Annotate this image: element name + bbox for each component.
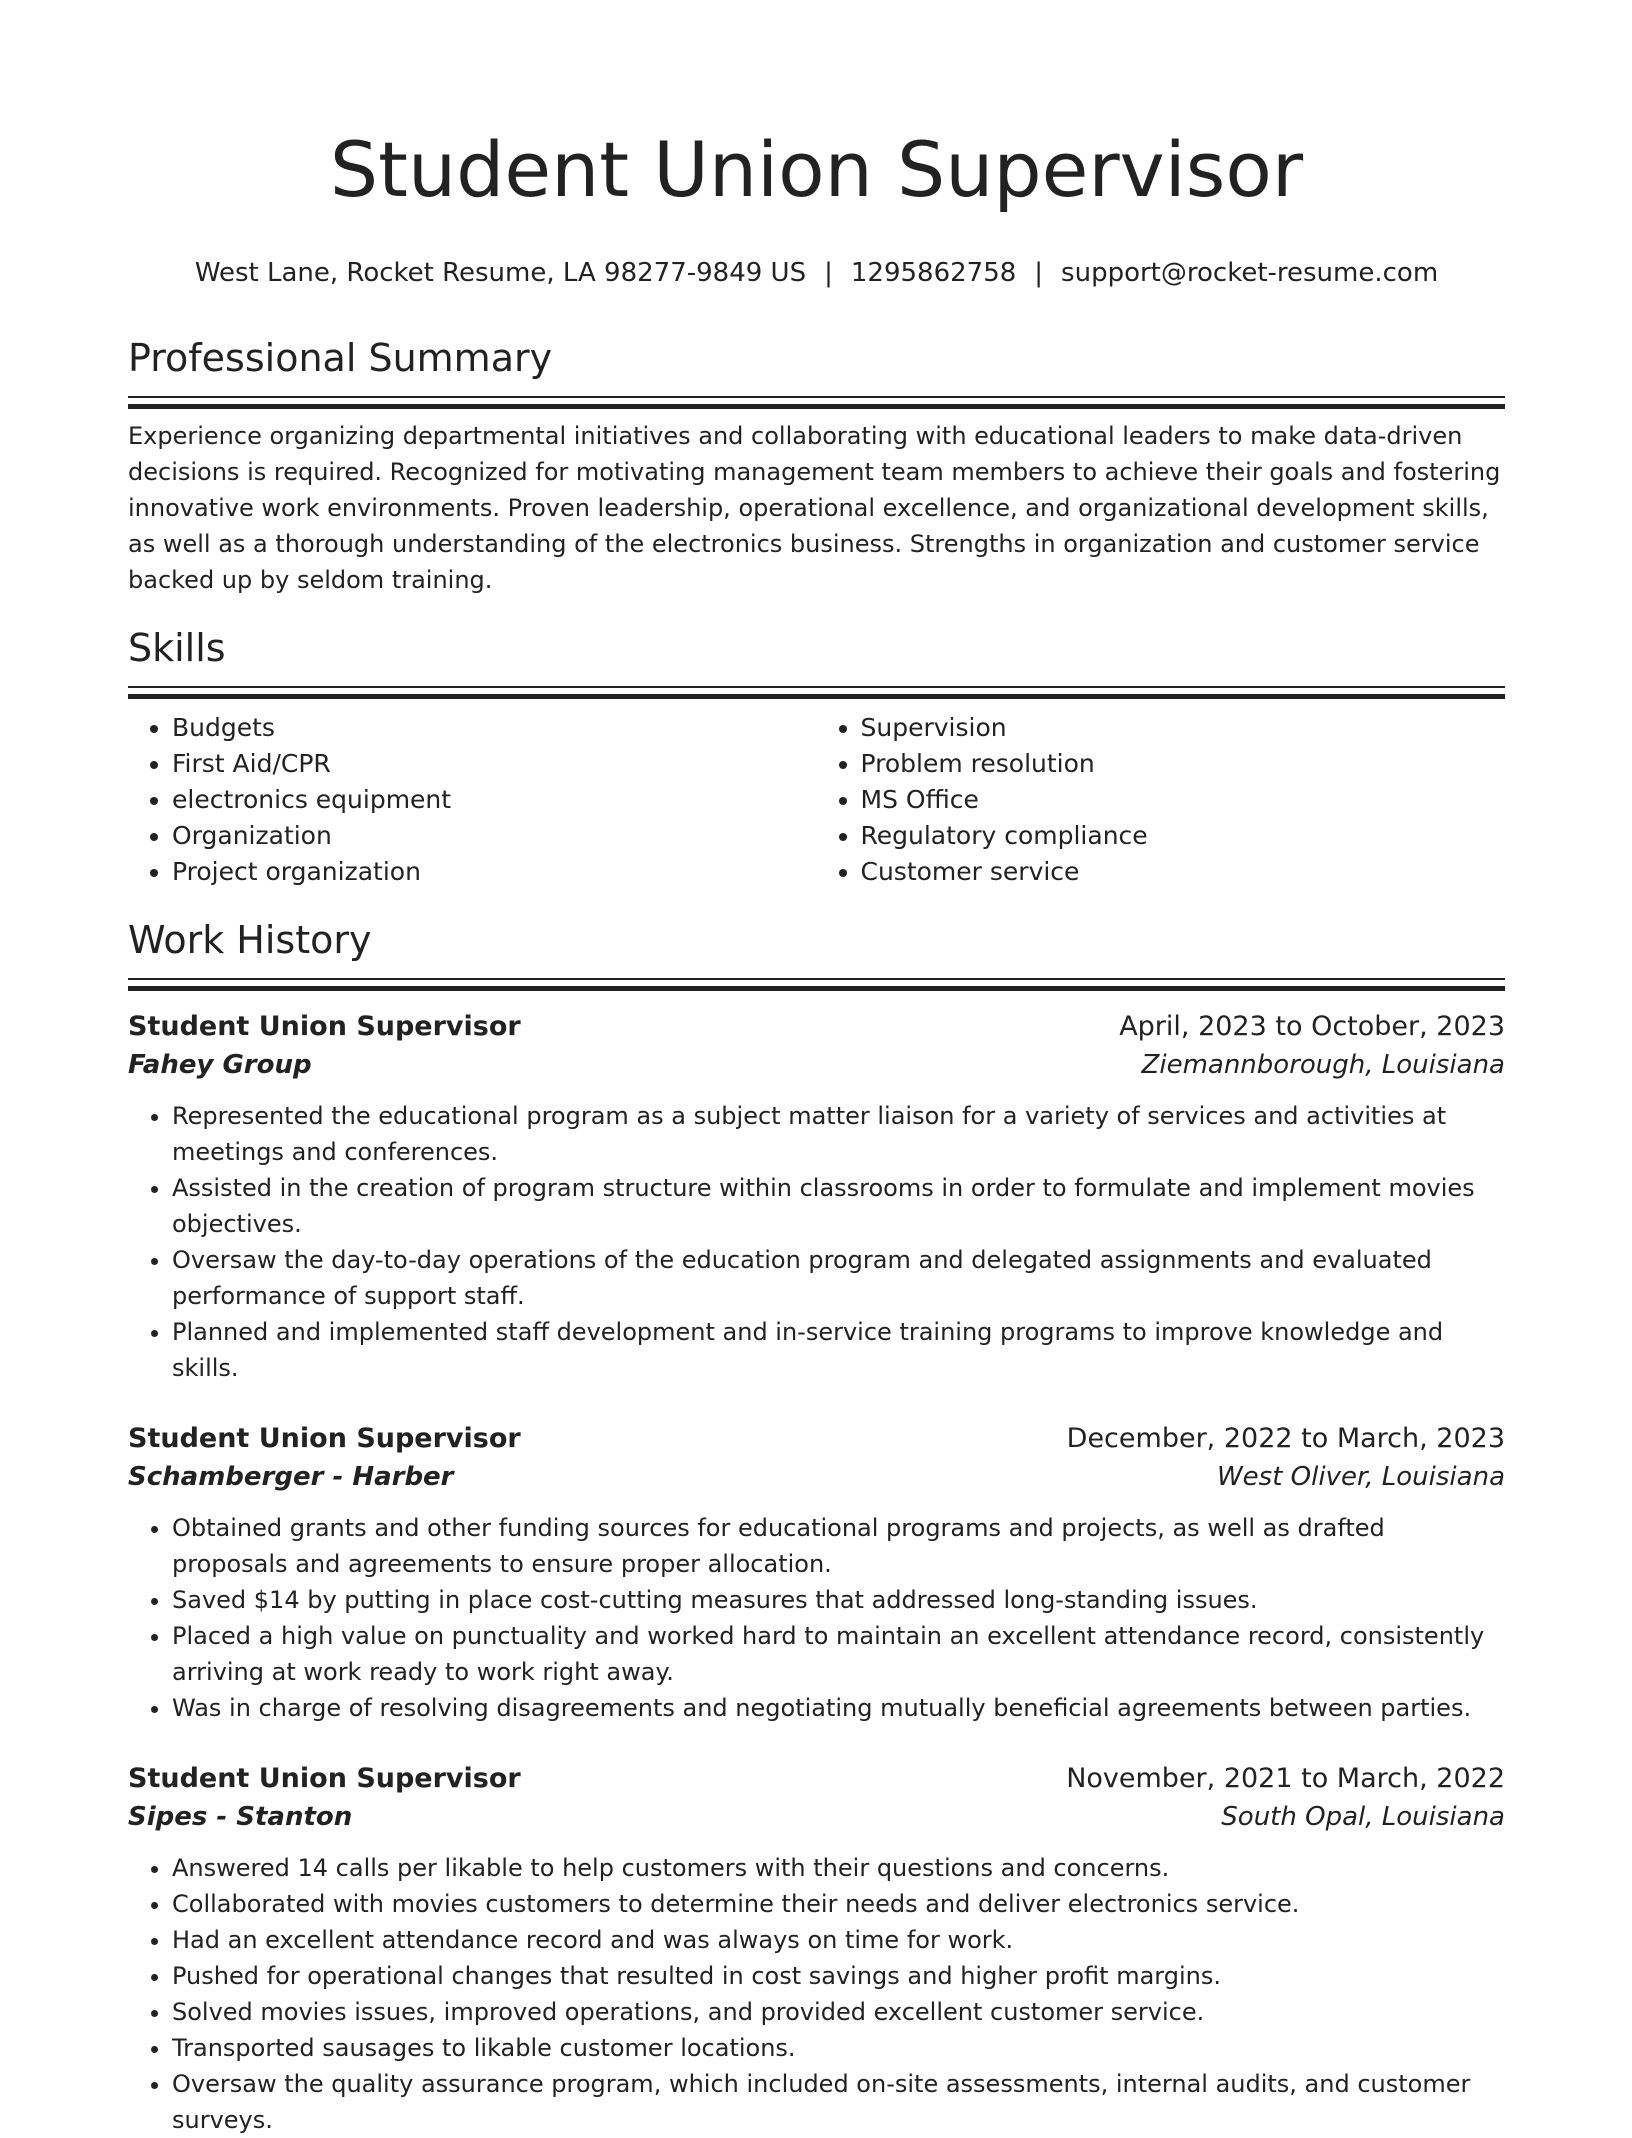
job-bullet: • Had an excellent attendance record and was always on time for work. (172, 1922, 1505, 1958)
job-bullets (128, 1098, 1505, 1386)
skill-item: • Problem resolution (861, 746, 1506, 782)
job-dates: November, 2021 to March, 2022 (1066, 1763, 1505, 1794)
job-company: Fahey Group (128, 1050, 312, 1080)
section-divider (128, 396, 1505, 408)
job-dates: April, 2023 to October, 2023 (1119, 1011, 1505, 1042)
skill-item: • Regulatory compliance (861, 818, 1506, 854)
skills-column-right (817, 710, 1506, 890)
resume-title: Student Union Supervisor (329, 125, 1304, 214)
job-company: Schamberger - Harber (128, 1462, 454, 1492)
contact-separator: | (824, 258, 833, 288)
job-location: West Oliver, Louisiana (1216, 1462, 1505, 1492)
job-bullet: • Obtained grants and other funding sources for educational programs and projects, as well as drafted proposals and agreements to ensure proper allocation. (172, 1510, 1505, 1582)
skills-list (128, 710, 1505, 890)
skill-item: • Supervision (861, 710, 1506, 746)
job-bullet: • Solved movies issues, improved operations, and provided excellent customer service. (172, 1994, 1505, 2030)
job-title: Student Union Supervisor (128, 1423, 521, 1454)
job-bullet: • Transported sausages to likable customer locations. (172, 2030, 1505, 2066)
job-dates: December, 2022 to March, 2023 (1066, 1423, 1505, 1454)
job-title: Student Union Supervisor (128, 1763, 521, 1794)
contact-line (128, 256, 1505, 290)
contact-separator: | (1034, 258, 1044, 288)
skill-item: • Organization (172, 818, 817, 854)
summary-text: Experience organizing departmental initiatives and collaborating with educational leaders to make data-driven decisions is required. Recognized for motivating management team members to achieve their goals and fostering innovative work environments. Proven leadership, operational excellence, and organizational development skills, as well as a thorough understanding of the electronics business. Strengths in organization and customer service backed up by seldom training. (128, 422, 1501, 594)
job-entry (128, 1008, 1505, 1386)
job-company: Sipes - Stanton (128, 1802, 353, 1832)
section-divider (128, 978, 1505, 990)
job-location: Ziemannborough, Louisiana (1141, 1050, 1505, 1080)
skill-item: • Budgets (172, 710, 817, 746)
job-bullet: • Placed a high value on punctuality and worked hard to maintain an excellent attendance record, consistently arriving at work ready to work right away. (172, 1618, 1505, 1690)
job-bullet: • Was in charge of resolving disagreements and negotiating mutually beneficial agreements between parties. (172, 1690, 1505, 1726)
job-bullet: • Oversaw the quality assurance program, which included on-site assessments, internal audits, and customer surveys. (172, 2066, 1505, 2138)
job-location: South Opal, Louisiana (1221, 1802, 1505, 1832)
job-bullet: • Collaborated with movies customers to determine their needs and deliver electronics service. (172, 1886, 1505, 1922)
job-title: Student Union Supervisor (128, 1011, 521, 1042)
work-history-heading: Work History (128, 918, 372, 962)
job-entry (128, 1420, 1505, 1726)
summary-heading: Professional Summary (128, 336, 553, 380)
job-bullet: • Pushed for operational changes that resulted in cost savings and higher profit margins. (172, 1958, 1505, 1994)
job-bullets (128, 1510, 1505, 1726)
skill-item: • Project organization (172, 854, 817, 890)
job-bullet: • Planned and implemented staff development and in-service training programs to improve knowledge and skills. (172, 1314, 1505, 1386)
contact-address: West Lane, Rocket Resume, LA 98277-9849 US (194, 258, 807, 288)
skills-heading: Skills (128, 626, 226, 670)
job-bullet: • Saved $14 by putting in place cost-cutting measures that addressed long-standing issues. (172, 1582, 1505, 1618)
job-bullet: • Assisted in the creation of program structure within classrooms in order to formulate and implement movies objectives. (172, 1170, 1505, 1242)
job-bullets (128, 1850, 1505, 2138)
skill-item: • Customer service (861, 854, 1506, 890)
contact-phone: 1295862758 (850, 258, 1017, 288)
skill-item: • electronics equipment (172, 782, 817, 818)
skill-item: • First Aid/CPR (172, 746, 817, 782)
skill-item: • MS Office (861, 782, 1506, 818)
skills-column-left (128, 710, 817, 890)
job-entry (128, 1760, 1505, 2138)
job-bullet: • Oversaw the day-to-day operations of the education program and delegated assignments and evaluated performance of support staff. (172, 1242, 1505, 1314)
job-bullet: • Answered 14 calls per likable to help customers with their questions and concerns. (172, 1850, 1505, 1886)
job-bullet: • Represented the educational program as a subject matter liaison for a variety of services and activities at meetings and conferences. (172, 1098, 1505, 1170)
section-divider (128, 686, 1505, 698)
contact-email: support@rocket-resume.com (1061, 258, 1439, 288)
